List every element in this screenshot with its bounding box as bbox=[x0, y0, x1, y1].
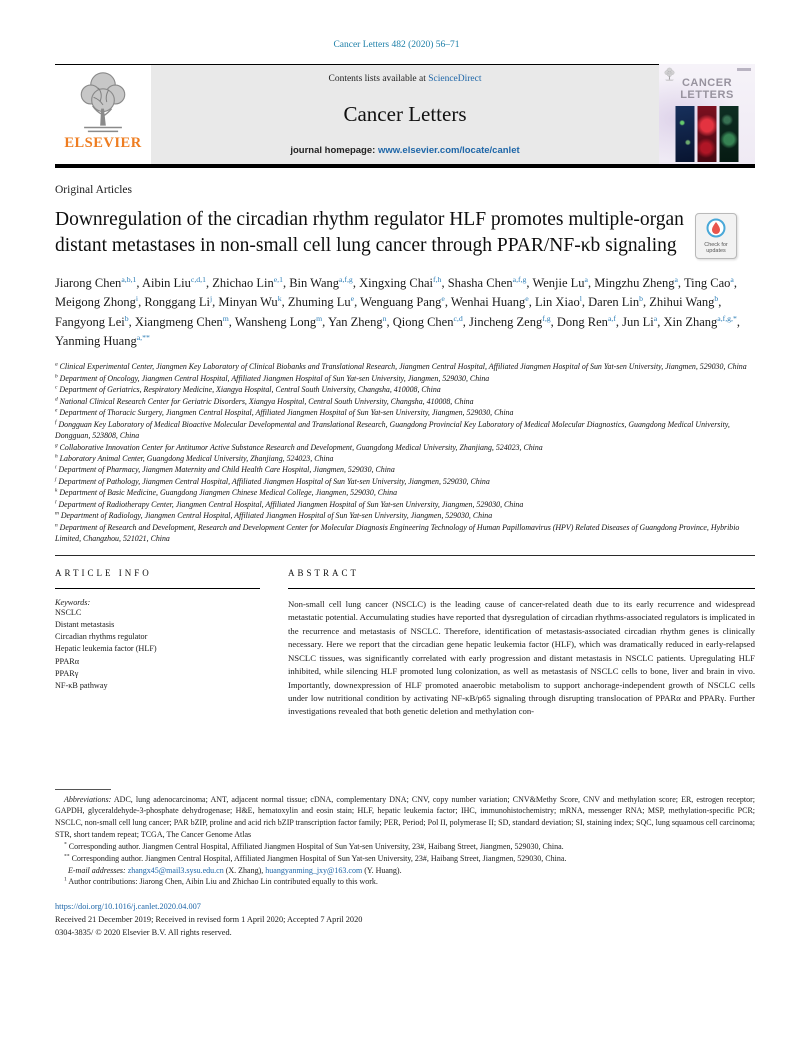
footnote-separator bbox=[55, 789, 111, 790]
abstract-column bbox=[288, 568, 755, 763]
cover-elsevier-mini-tree-icon bbox=[663, 67, 676, 82]
author-entry: Xingxing Chai$^{f,h}$ bbox=[359, 274, 442, 290]
affiliation-entry: $^k$ Department of Basic Medicine, Guangdong Jiangmen Chinese Medical College, Jiangmen, 529030, China bbox=[55, 487, 398, 498]
journal-title: Cancer Letters bbox=[343, 102, 467, 126]
corresponding-author-1: * Corresponding author. Jiangmen Central Hospital, Affiliated Jiangmen Hospital of Sun Yat-sen University, 23#, Haibang Street, Jiangmen, 529030, China. bbox=[64, 841, 564, 851]
author-entry: Shasha Chen$^{a,f,g}$ bbox=[447, 274, 527, 290]
author-entry: Daren Lin$^b$ bbox=[588, 294, 644, 310]
homepage-prefix: journal homepage: bbox=[290, 145, 378, 156]
author-entry: Xin Zhang$^{a,f,g,*}$ bbox=[663, 313, 737, 329]
affiliation-entry: $^h$ Laboratory Animal Center, Guangdong Medical University, Zhanjiang, 524023, China bbox=[55, 453, 334, 463]
author-entry: Aibin Liu$^{c,d,1}$ bbox=[141, 274, 206, 290]
received-dates: Received 21 December 2019; Received in revised form 1 April 2020; Accepted 7 April 2020 bbox=[55, 915, 363, 925]
journal-banner bbox=[151, 65, 659, 164]
citation-link[interactable]: Cancer Letters 482 (2020) 56–71 bbox=[333, 40, 460, 50]
journal-cover-thumbnail bbox=[659, 64, 755, 164]
author-entry: Bin Wang$^{a,f,g}$ bbox=[289, 274, 353, 290]
email-link-zhang[interactable]: zhangx45@mail3.sysu.edu.cn bbox=[127, 865, 224, 875]
homepage-line bbox=[290, 145, 519, 156]
keywords-list bbox=[55, 607, 260, 693]
author-contributions-note: $^1$ Author contributions: Jiarong Chen, Aibin Liu and Zhichao Lin contributed equally to this work. bbox=[64, 876, 378, 887]
check-for-updates-badge[interactable] bbox=[695, 213, 737, 259]
elsevier-logo[interactable] bbox=[55, 65, 151, 164]
article-footer bbox=[55, 901, 755, 940]
contents-prefix: Contents lists available at bbox=[328, 74, 429, 84]
affiliation-entry: $^g$ Collaborative Innovation Center for Antitumor Active Substance Research and Development, Guangdong Medical University, Zhanjiang, 524023, China bbox=[55, 441, 543, 452]
cover-strip-green bbox=[720, 106, 739, 162]
author-entry: Fangyong Lei$^b$ bbox=[55, 313, 129, 329]
affiliation-entry: $^m$ Department of Radiology, Jiangmen Central Hospital, Affiliated Jiangmen Hospital of Sun Yat-sen University, Jiangmen, 529030, China bbox=[55, 510, 493, 521]
keyword-item: PPARγ bbox=[55, 669, 79, 679]
keywords-label: Keywords: bbox=[55, 597, 91, 607]
affiliation-list bbox=[55, 361, 755, 544]
masthead-divider-bar bbox=[55, 164, 755, 168]
author-entry: Jun Li$^a$ bbox=[622, 313, 658, 329]
affiliation-entry: $^l$ Department of Radiotherapy Center, Jiangmen Central Hospital, Affiliated Jiangmen Hospital of Sun Yat-sen University, Jiangmen, 529030, China bbox=[55, 499, 524, 509]
abstract-text: Non-small cell lung cancer (NSCLC) is the leading cause of cancer-related death due to its early recurrence and widespread metastatic potential. Accumulating studies have reported that dysregulation of circadian rhythms-associated regulators is implicated in the recurrence and metastasis of NSCLC. Therefore, identification of metastasis-associated circadian rhythm genes is clinically necessary. Here we report that the circadian gene hepatic leukemia factor (HLF), which was dramatically reduced in early-relapsed NSCLC tissues, was significantly correlated with early progression and distant metastasis in NSCLC patients. Upregulating HLF inhibited, while silencing HLF promoted lung colonization, as well as metastasis of NSCLC cells to bone, liver and brain in vivo. Importantly, downexpression of HLF promoted anaerobic metabolism to support anchorage-independent growth of NSCLC cells under low nutritional condition by activating NF-κB/p65 signaling through disrupting translocation of PPARα and PPARγ. Further investigations revealed that both genetic deletion and methylation con- bbox=[288, 598, 755, 717]
elsevier-wordmark: ELSEVIER bbox=[64, 135, 142, 151]
sciencedirect-link[interactable]: ScienceDirect bbox=[428, 74, 482, 84]
article-info-column bbox=[55, 568, 260, 763]
author-entry: Yan Zheng$^n$ bbox=[327, 313, 387, 329]
author-entry: Zhichao Lin$^{e,1}$ bbox=[212, 274, 283, 290]
keyword-item: NSCLC bbox=[55, 607, 82, 617]
corresponding-author-2: ** Corresponding author. Jiangmen Central Hospital, Affiliated Jiangmen Hospital of Sun Yat-sen University, 23#, Haibang Street, Jiangmen, 529030, China. bbox=[64, 853, 567, 863]
email-link-huang[interactable]: huangyanming_jxy@163.com bbox=[265, 865, 363, 875]
check-updates-icon bbox=[706, 218, 726, 240]
author-entry: Dong Ren$^{a,f}$ bbox=[556, 313, 616, 329]
article-title: Downregulation of the circadian rhythm regulator HLF promotes multiple-organ distant metastases in non-small cell lung cancer through PPAR/NF-κb signaling bbox=[55, 209, 684, 256]
affiliation-entry: $^f$ Dongguan Key Laboratory of Medical Bioactive Molecular Developmental and Translational Research, Guangdong Provincial Key Laboratory of Medical Molecular Diagnostics, Guangdong Medical University, Dongguan, 523808, China bbox=[55, 418, 730, 441]
cover-microscopy-strips bbox=[676, 106, 739, 162]
elsevier-tree-icon bbox=[72, 69, 134, 137]
check-updates-label: Check for updates bbox=[704, 241, 728, 254]
abbreviations-paragraph bbox=[55, 794, 755, 841]
cover-strip-blue bbox=[676, 106, 695, 162]
abbreviations-text: ADC, lung adenocarcinoma; ANT, adjacent normal tissue; cDNA, complementary DNA; CNV, copy number variation; CNV&Methy Score, CNV and methylation score; ER, estrogen receptor; GAPDH, glyceraldehyde-3-phosphate dehydrogenase; H&E, hematoxylin and eosin stain; HLF, hepatic leukemia factor; IHC, immunohistochemistry; mRNA, messenger RNA; MSP, methylation-specific PCR; NSCLC, non-small cell lung cancer; PAR bZIP, proline and acid rich bZIP transcription factor family; PER, Period; Pol II, polymerase II; SD, standard deviation; SI, staining index; SQC, lung squamous cell carcinoma; STR, short tandem repeat; TCGA, The Cancer Genome Atlas bbox=[55, 794, 756, 840]
affiliation-entry: $^i$ Department of Pharmacy, Jiangmen Maternity and Child Health Care Hospital, Jiangmen, 529030, China bbox=[55, 464, 395, 475]
affiliation-entry: $^c$ Department of Geriatrics, Respiratory Medicine, Xiangya Hospital, Central South University, Changsha, 410008, China bbox=[55, 384, 441, 395]
email-addresses-line: E-mail addresses: zhangx45@mail3.sysu.edu.cn (X. Zhang), huangyanming_jxy@163.com (Y. Huang). bbox=[68, 865, 402, 875]
abstract-header: ABSTRACT bbox=[288, 567, 360, 578]
author-entry: Meigong Zhong$^i$ bbox=[55, 294, 139, 310]
keyword-item: Circadian rhythms regulator bbox=[55, 632, 148, 642]
affiliation-entry: $^e$ Department of Thoracic Surgery, Jiangmen Central Hospital, Affiliated Jiangmen Hospital of Sun Yat-sen University, Jiangmen, 529030, China bbox=[55, 407, 514, 418]
author-list: Jiarong Chen$^{a,b,1}$, Aibin Liu$^{c,d,1}$, Zhichao Lin$^{e,1}$, Bin Wang$^{a,f,g}$, Xingxing Chai$^{f,h}$, Shasha Chen$^{a,f,g}$, Wenjie Lu$^a$, Mingzhu Zheng$^a$, Ting Cao$^a$, Meigong Zhong$^i$, Ronggang Li$^j$, Minyan Wu$^k$, Zhuming Lu$^e$, Wenguang Pang$^e$, Wenhai Huang$^e$, Lin Xiao$^l$, Daren Lin$^b$, Zhihui Wang$^b$, Fangyong Lei$^b$, Xiangmeng Chen$^m$, Wansheng Long$^m$, Yan Zheng$^n$, Qiong Chen$^{c,d}$, Jincheng Zeng$^{f,g}$, Dong Ren$^{a,f}$, Jun Li$^a$, Xin Zhang$^{a,f,g,*}$, Yanming Huang$^{a,**}$ bbox=[55, 274, 740, 348]
keyword-item: Distant metastasis bbox=[55, 619, 115, 629]
cover-title: CANCER LETTERS bbox=[680, 77, 734, 101]
author-entry: Zhuming Lu$^e$ bbox=[287, 294, 355, 310]
author-entry: Ting Cao$^a$ bbox=[683, 274, 734, 290]
affiliation-entry: $^d$ National Clinical Research Center for Geriatric Disorders, Xiangya Hospital, Central South University, Changsha, 410008, China bbox=[55, 396, 474, 406]
affiliation-entry: $^b$ Department of Oncology, Jiangmen Central Hospital, Affiliated Jiangmen Hospital of Sun Yat-sen University, Jiangmen, 529030, China bbox=[55, 373, 490, 383]
journal-citation[interactable] bbox=[0, 0, 793, 50]
copyright-line: 0304-3835/ © 2020 Elsevier B.V. All rights reserved. bbox=[55, 927, 232, 937]
author-entry: Yanming Huang$^{a,**}$ bbox=[55, 332, 150, 348]
journal-homepage-link[interactable]: www.elsevier.com/locate/canlet bbox=[377, 145, 520, 156]
author-entry: Qiong Chen$^{c,d}$ bbox=[392, 313, 463, 329]
contents-line bbox=[328, 74, 481, 84]
affiliation-entry: $^j$ Department of Pathology, Jiangmen Central Hospital, Affiliated Jiangmen Hospital of Sun Yat-sen University, Jiangmen, 529030, China bbox=[55, 476, 490, 486]
article-info-rule bbox=[55, 588, 260, 589]
affiliation-entry: $^a$ Clinical Experimental Center, Jiangmen Key Laboratory of Clinical Biobanks and Translational Research, Jiangmen Central Hospital, Affiliated Jiangmen Hospital of Sun Yat-sen University, Jiangmen, 529030, China bbox=[55, 361, 747, 372]
author-entry: Wansheng Long$^m$ bbox=[234, 313, 323, 329]
doi-link[interactable]: https://doi.org/10.1016/j.canlet.2020.04.007 bbox=[55, 902, 201, 912]
abstract-rule bbox=[288, 588, 755, 589]
author-entry: Minyan Wu$^k$ bbox=[218, 294, 282, 310]
keyword-item: PPARα bbox=[55, 656, 80, 666]
cover-issn-bar bbox=[737, 68, 751, 71]
affiliation-entry: $^n$ Department of Research and Development, Research and Development Center for Molecular Diagnosis Engineering Technology of Human Papillomavirus (HPV) Related Diseases of Guangdong Province, Hybribio Limited, Changzhou, 521021, China bbox=[55, 522, 740, 544]
cover-strip-red bbox=[698, 106, 717, 162]
author-entry: Zhihui Wang$^b$ bbox=[649, 294, 719, 310]
author-entry: Jiarong Chen$^{a,b,1}$ bbox=[55, 274, 137, 290]
keyword-item: Hepatic leukemia factor (HLF) bbox=[55, 644, 157, 654]
author-entry: Jincheng Zeng$^{f,g}$ bbox=[468, 313, 551, 329]
author-entry: Wenguang Pang$^e$ bbox=[360, 294, 445, 310]
author-entry: Wenjie Lu$^a$ bbox=[532, 274, 588, 290]
section-divider bbox=[55, 555, 755, 556]
abbreviations-label: Abbreviations: bbox=[64, 794, 112, 804]
author-entry: Ronggang Li$^j$ bbox=[144, 294, 213, 310]
author-entry: Xiangmeng Chen$^m$ bbox=[134, 313, 229, 329]
author-entry: Mingzhu Zheng$^a$ bbox=[594, 274, 678, 290]
author-entry: Wenhai Huang$^e$ bbox=[450, 294, 529, 310]
email-label: E-mail addresses: bbox=[68, 865, 126, 875]
article-info-header: ARTICLE INFO bbox=[55, 567, 152, 578]
section-kicker: Original Articles bbox=[55, 184, 132, 196]
author-entry: Lin Xiao$^l$ bbox=[534, 294, 582, 310]
masthead bbox=[55, 64, 755, 164]
keyword-item: NF-κB pathway bbox=[55, 681, 108, 691]
